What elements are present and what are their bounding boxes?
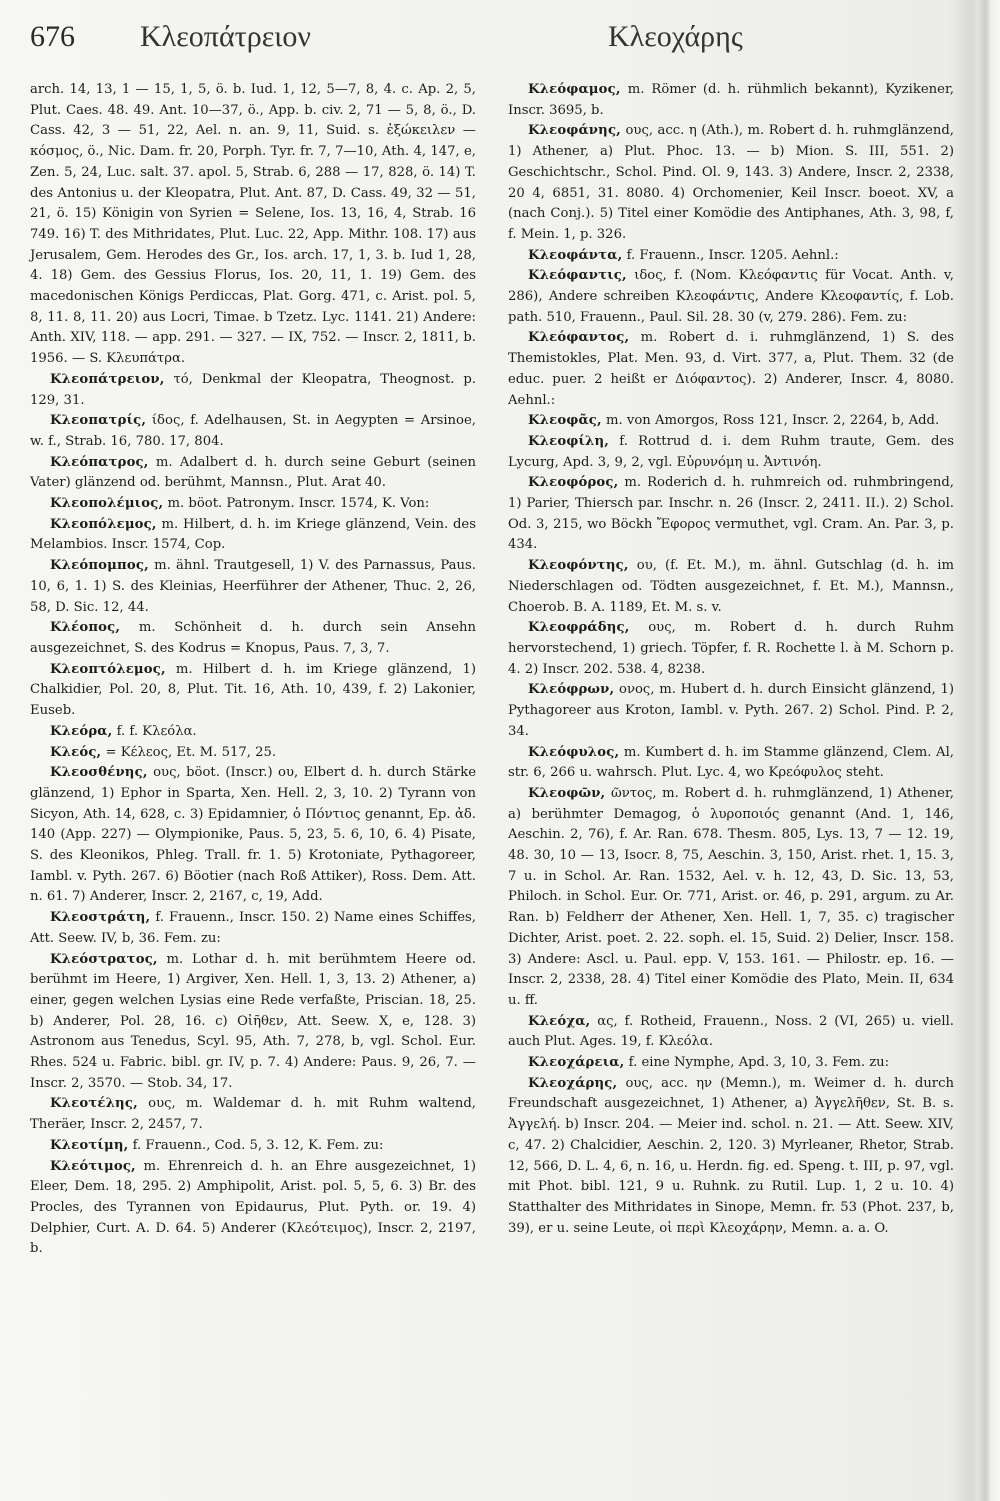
entry-headword: Κλεοτίμη,: [50, 1137, 129, 1153]
dictionary-entry: [508, 784, 954, 1012]
page-edge-shadow: [978, 0, 990, 1501]
dictionary-entry: [30, 494, 476, 515]
entry-definition: m. Roderich d. h. ruhmreich od. ruhmbringend, 1) Parier, Thiersch par. Inschr. n. 26 (Inscr. 2, 2411. II.). 2) Schol. Od. 3, 215, wo Böckh Ἔφορος vermuthet, vgl. Cram. An. Par. 3, p. 434.: [508, 475, 954, 553]
dictionary-entry: [30, 950, 476, 1095]
entry-headword: Κλεοφάντα,: [528, 247, 623, 263]
entry-definition: m. Hilbert d. h. im Kriege glänzend, 1) Chalkidier, Pol. 20, 8, Plut. Tit. 16, Ath. 10, 439, f. 2) Lakonier, Euseb.: [30, 661, 476, 719]
dictionary-entry: [508, 411, 954, 432]
dictionary-entry: [508, 432, 954, 473]
dictionary-entry: [508, 80, 954, 121]
entry-definition: m. Kumbert d. h. im Stamme glänzend, Clem. Al, str. 6, 266 u. wahrsch. Plut. Lyc. 4, wo Κρεόφυλος steht.: [508, 744, 954, 781]
entry-definition: m. Hilbert, d. h. im Kriege glänzend, Vein. des Melambios. Inscr. 1574, Cop.: [30, 516, 476, 553]
dictionary-entry: [30, 908, 476, 949]
dictionary-entry: [508, 1053, 954, 1074]
entry-headword: Κλεοφόρος,: [528, 475, 619, 491]
entry-definition: τό, Denkmal der Kleopatra, Theognost. p. 129, 31.: [30, 371, 476, 408]
dictionary-entry: [30, 763, 476, 908]
dictionary-entry: [508, 743, 954, 784]
entry-headword: Κλεοφόντης,: [528, 558, 629, 574]
page-header: [30, 20, 960, 64]
entry-headword: Κλεοφῶν,: [528, 785, 606, 801]
entry-headword: Κλεότιμος,: [50, 1158, 136, 1174]
entry-definition: ονος, m. Hubert d. h. durch Einsicht glänzend, 1) Pythagoreer aus Kroton, Iambl. v. Pyth. 267. 2) Schol. Pind. P. 2, 34.: [508, 682, 954, 739]
dictionary-entry: [30, 453, 476, 494]
entry-headword: Κλεοτέλης,: [50, 1096, 138, 1112]
entry-headword: Κλεόρα,: [50, 723, 113, 739]
dictionary-entry: [30, 1094, 476, 1135]
running-head-left: Κλεοπάτρειον: [140, 20, 311, 53]
entry-definition: ου, (f. Et. M.), m. ähnl. Gutschlag (d. h. im Niederschlagen od. Tödten ausgezeichnet, f. Et. M.), Mannsn., Choerob. B. A. 1189, Et. M. s. v.: [508, 558, 954, 615]
entry-definition: = Κέλεος, Et. M. 517, 25.: [105, 744, 277, 760]
right-column: [508, 80, 954, 1239]
entry-definition: m. von Amorgos, Ross 121, Inscr. 2, 2264, b, Add.: [606, 413, 940, 429]
dictionary-entry: [508, 328, 954, 411]
entry-definition: ιδος, f. (Nom. Κλεόφαντις für Vocat. Anth. v, 286), Andere schreiben Κλεοφάντις, Andere Κλεοφαντίς, f. Lob. path. 510, Frauenn., Paul. Sil. 28. 30 (v, 279. 286). Fem. zu:: [508, 268, 954, 325]
entry-definition: m. Lothar d. h. mit berühmtem Heere od. berühmt im Heere, 1) Argiver, Xen. Hell. 1, 3, 13. 2) Athener, a) einer, gegen welchen Lysias eine Rede verfaßte, Priscian. 18, 25. b) Anderer, Pol. 28, 16. c) Οἰῆθεν, Att. Seew. X, e, 128. 3) Astronom aus Tenedus, Scyl. 95, Ath. 7, 278, b, vgl. Schol. Eur. Rhes. 524 u. Fabric. bibl. gr. IV, p. 7. 4) Andere: Paus. 9, 26, 7. — Inscr. 2, 3570. — Stob. 34, 17.: [30, 951, 476, 1091]
dictionary-entry: [508, 618, 954, 680]
entry-definition: m. Adalbert d. h. durch seine Geburt (seinen Vater) glänzend od. berühmt, Mannsn., Plut. Arat 40.: [30, 454, 476, 491]
entry-headword: Κλεόφυλος,: [528, 744, 620, 760]
entry-headword: Κλεοστράτη,: [50, 910, 151, 926]
dictionary-entry: [508, 680, 954, 742]
entry-headword: Κλεοπολέμιος,: [50, 496, 164, 512]
entry-definition: ους, acc. ην (Memn.), m. Weimer d. h. durch Freundschaft ausgezeichnet, 1) Athener, a) Ἀγγελῆθεν, St. B. s. Ἀγγελή. b) Inscr. 204. — Meier ind. schol. n. 21. — Att. Seew. XIV, c, 47. 2) Chalcidier, Aeschin. 2, 120. 3) Myrleaner, Rhetor, Strab. 12, 566, D. L. 4, 6, n. 16, u. Herdn. fig. ed. Speng. t. III, p. 97, vgl. mit Phot. bibl. 121, 9 u. Ruhnk. zu Rutil. Lup. 1, 2 u. 10. 4) Statthalter des Mithridates in Sinope, Memn. fr. 53 (Phot. 237, b, 39), er u. seine Leute, οἱ περὶ Κλεοχάρην, Memn. a. a. O.: [508, 1075, 954, 1236]
entry-headword: Κλεόστρατος,: [50, 951, 158, 967]
entry-definition: f. eine Nymphe, Apd. 3, 10, 3. Fem. zu:: [628, 1055, 890, 1071]
entry-continuation: [30, 80, 476, 370]
dictionary-entry: [508, 473, 954, 556]
dictionary-entry: [508, 246, 954, 267]
page-number: 676: [30, 20, 75, 53]
entry-definition: arch. 14, 13, 1 — 15, 1, 5, ö. b. Iud. 1, 12, 5—7, 8, 4. c. Ap. 2, 5, Plut. Caes. 48. 49. Ant. 10—37, ö., App. b. civ. 2, 71 — 5, 8, ö., D. Cass. 42, 3 — 51, 22, Ael. n. an. 9, 11, Suid. s. ἐξώκειλεν — κόσμος, ö., Nic. Dam. fr. 20, Porph. Tyr. fr. 7, 7—10, Ath. 4, 147, e, Zen. 5, 24, Luc. salt. 37. apol. 5, Strab. 6, 288 — 17, 828, ö. 14) T. des Antonius u. der Kleopatra, Plut. Ant. 87, D. Cass. 49, 32 — 51, 21, ö. 15) Königin von Syrien = Selene, Ios. 13, 16, 4, Strab. 16 749. 16) T. des Mithridates, Plut. Luc. 22, App. Mithr. 108. 17) aus Jerusalem, Gem. Herodes des Gr., Ios. arch. 17, 1, 3. b. Iud 1, 28, 4. 18) Gem. des Gessius Florus, Ios. 20, 11, 1. 19) Gem. des macedonischen Königs Perdiccas, Plat. Gorg. 471, c. Arist. pol. 5, 8, 11. 8, 11. 20) aus Locri, Timae. b Tzetz. Lyc. 1141. 21) Andere: Anth. XIV, 118. — app. 291. — 327. — IX, 752. — Inscr. 2, 1811, b. 1956. — S. Κλευπάτρα.: [30, 82, 476, 367]
left-column: [30, 80, 476, 1260]
entry-definition: ίδος, f. Adelhausen, St. in Aegypten = Arsinoe, w. f., Strab. 16, 780. 17, 804.: [30, 413, 476, 449]
entry-definition: m. ähnl. Trautgesell, 1) V. des Parnassus, Paus. 10, 6, 1. 1) S. des Kleinias, Heerführer der Athener, Thuc. 2, 26, 58, D. Sic. 12, 44.: [30, 558, 476, 615]
dictionary-entry: [30, 411, 476, 452]
dictionary-entry: [30, 660, 476, 722]
entry-headword: Κλεοφάνης,: [528, 123, 621, 139]
dictionary-entry: [30, 722, 476, 743]
entry-definition: m. Ehrenreich d. h. an Ehre ausgezeichnet, 1) Eleer, Dem. 18, 295. 2) Amphipolit, Arist. pol. 5, 5, 6. 3) Br. des Procles, des Tyrannen von Epidaurus, Plut. Pyth. or. 19. 4) Delphier, Curt. A. D. 64. 5) Anderer (Κλεότειμος), Inscr. 2, 2197, b.: [30, 1158, 476, 1257]
entry-headword: Κλεοσθένης,: [50, 765, 148, 781]
dictionary-entry: [30, 370, 476, 411]
entry-headword: Κλεόφαμος,: [528, 82, 621, 97]
entry-definition: f. Rottrud d. i. dem Ruhm traute, Gem. des Lycurg, Apd. 3, 9, 2, vgl. Εὐρυνόμη u. Ἀντινόη.: [508, 433, 954, 470]
entry-headword: Κλεοχάρεια,: [528, 1055, 625, 1071]
entry-headword: Κλεοχάρης,: [528, 1075, 618, 1091]
dictionary-entry: [508, 1012, 954, 1053]
dictionary-entry: [30, 556, 476, 618]
running-head-right: Κλεοχάρης: [608, 20, 743, 53]
entry-headword: Κλεόφαντις,: [528, 268, 627, 284]
entry-headword: Κλεοφίλη,: [528, 433, 610, 449]
dictionary-entry: [30, 743, 476, 764]
entry-definition: m. Robert d. i. ruhmglänzend, 1) S. des Themistokles, Plat. Men. 93, d. Virt. 377, a, Plut. Them. 32 (de educ. puer. 2 heißt er Διόφαντος). 2) Anderer, Inscr. 4, 8080. Aehnl.:: [508, 330, 954, 408]
entry-definition: m. Römer (d. h. rühmlich bekannt), Kyzikener, Inscr. 3695, b.: [508, 82, 954, 118]
entry-headword: Κλεοπάτρειον,: [50, 371, 165, 387]
entry-definition: f. Frauenn., Inscr. 150. 2) Name eines Schiffes, Att. Seew. IV, b, 36. Fem. zu:: [30, 910, 476, 946]
entry-definition: f. Frauenn., Inscr. 1205. Aehnl.:: [626, 247, 839, 263]
entry-definition: ους, m. Waldemar d. h. mit Ruhm waltend, Theräer, Inscr. 2, 2457, 7.: [30, 1096, 476, 1133]
entry-headword: Κλεοφράδης,: [528, 620, 630, 636]
dictionary-entry: [30, 618, 476, 659]
entry-definition: ας, f. Rotheid, Frauenn., Noss. 2 (VI, 265) u. viell. auch Plut. Ages. 19, f. Κλεόλα.: [508, 1013, 954, 1050]
dictionary-entry: [508, 266, 954, 328]
entry-definition: ους, böot. (Inscr.) ου, Elbert d. h. durch Stärke glänzend, 1) Ephor in Sparta, Xen. Hell. 2, 3, 10. 2) Tyrann von Sicyon, Ath. 14, 628, c. 3) Epidamnier, ὁ Πόντιος genannt, Ep. ἀδ. 140 (App. 227) — Olympionike, Paus. 5, 23, 5. 6, 10, 6. 4) Pisate, S. des Kleonikos, Phleg. Trall. fr. 1. 5) Krotoniate, Pythagoreer, Iambl. v. Pyth. 267. 6) Böotier (nach Roß Attiker), Ross. Dem. Att. n. 61. 7) Anderer, Inscr. 2, 2167, c, 19, Add.: [30, 765, 476, 905]
entry-headword: Κλεόχα,: [528, 1013, 591, 1029]
dictionary-entry: [508, 556, 954, 618]
entry-headword: Κλεόπατρος,: [50, 454, 149, 470]
entry-definition: f. f. Κλεόλα.: [116, 723, 197, 739]
entry-headword: Κλεοπτόλεμος,: [50, 661, 166, 677]
entry-headword: Κλεόπομπος,: [50, 558, 149, 574]
entry-definition: ους, m. Robert d. h. durch Ruhm hervorstechend, 1) griech. Töpfer, f. R. Rochette l. à M. Schorn p. 4. 2) Inscr. 202. 538. 4, 8238.: [508, 620, 954, 677]
entry-headword: Κλεοπόλεμος,: [50, 516, 157, 532]
dictionary-entry: [508, 1074, 954, 1240]
entry-definition: ους, acc. η (Ath.), m. Robert d. h. ruhmglänzend, 1) Athener, a) Plut. Phoc. 13. — b) Mion. S. III, 551. 2) Geschichtschr., Schol. Pind. Ol. 9, 143. 3) Andere, Inscr. 2, 2338, 20 4, 6851, 31. 8080. 4) Orchomenier, Keil Inscr. boeot. XV, a (nach Conj.). 5) Titel einer Komödie des Antiphanes, Ath. 3, 98, f, f. Mein. 1, p. 326.: [508, 123, 954, 242]
entry-headword: Κλεός,: [50, 744, 102, 760]
entry-headword: Κλεοφᾶς,: [528, 413, 602, 429]
entry-headword: Κλεοπατρίς,: [50, 413, 147, 429]
dictionary-entry: [508, 121, 954, 245]
dictionary-entry: [30, 515, 476, 556]
entry-headword: Κλέοπος,: [50, 620, 121, 636]
entry-definition: m. böot. Patronym. Inscr. 1574, K. Von:: [167, 496, 430, 512]
entry-definition: ῶντος, m. Robert d. h. ruhmglänzend, 1) Athener, a) berühmter Demagog, ὁ λυροποιός genannt (And. 1, 146, Aeschin. 2, 76), f. Ar. Ran. 678. Thesm. 805, Lys. 13, 7 — 12. 19, 48. 30, 10 — 13, Isocr. 8, 75, Aeschin. 3, 150, Arist. rhet. 1, 15. 3, 7 u. in Schol. Ar. Ran. 1532, Ael. v. h. 12, 43, D. Sic. 13, 53, Philoch. in Schol. Eur. Or. 771, Arist. or. 46, p. 291, argum. zu Ar. Ran. b) Feldherr der Athener, Xen. Hell. 1, 7, 35. c) tragischer Dichter, Arist. poet. 2. 22. soph. el. 15, Suid. 2) Delier, Inscr. 158. 3) Andere: Ascl. u. Paul. epp. V, 153. 161. — Philostr. ep. 16. — Inscr. 2, 2338, 28. 4) Titel einer Komödie des Plato, Mein. II, 634 u. ff.: [508, 785, 954, 1008]
entry-headword: Κλεόφρων,: [528, 682, 615, 698]
entry-definition: f. Frauenn., Cod. 5, 3. 12, K. Fem. zu:: [132, 1137, 384, 1153]
entry-headword: Κλεόφαντος,: [528, 330, 630, 346]
entry-definition: m. Schönheit d. h. durch sein Ansehn ausgezeichnet, S. des Kodrus = Knopus, Paus. 7, 3, 7.: [30, 620, 476, 656]
dictionary-entry: [30, 1136, 476, 1157]
dictionary-entry: [30, 1157, 476, 1261]
